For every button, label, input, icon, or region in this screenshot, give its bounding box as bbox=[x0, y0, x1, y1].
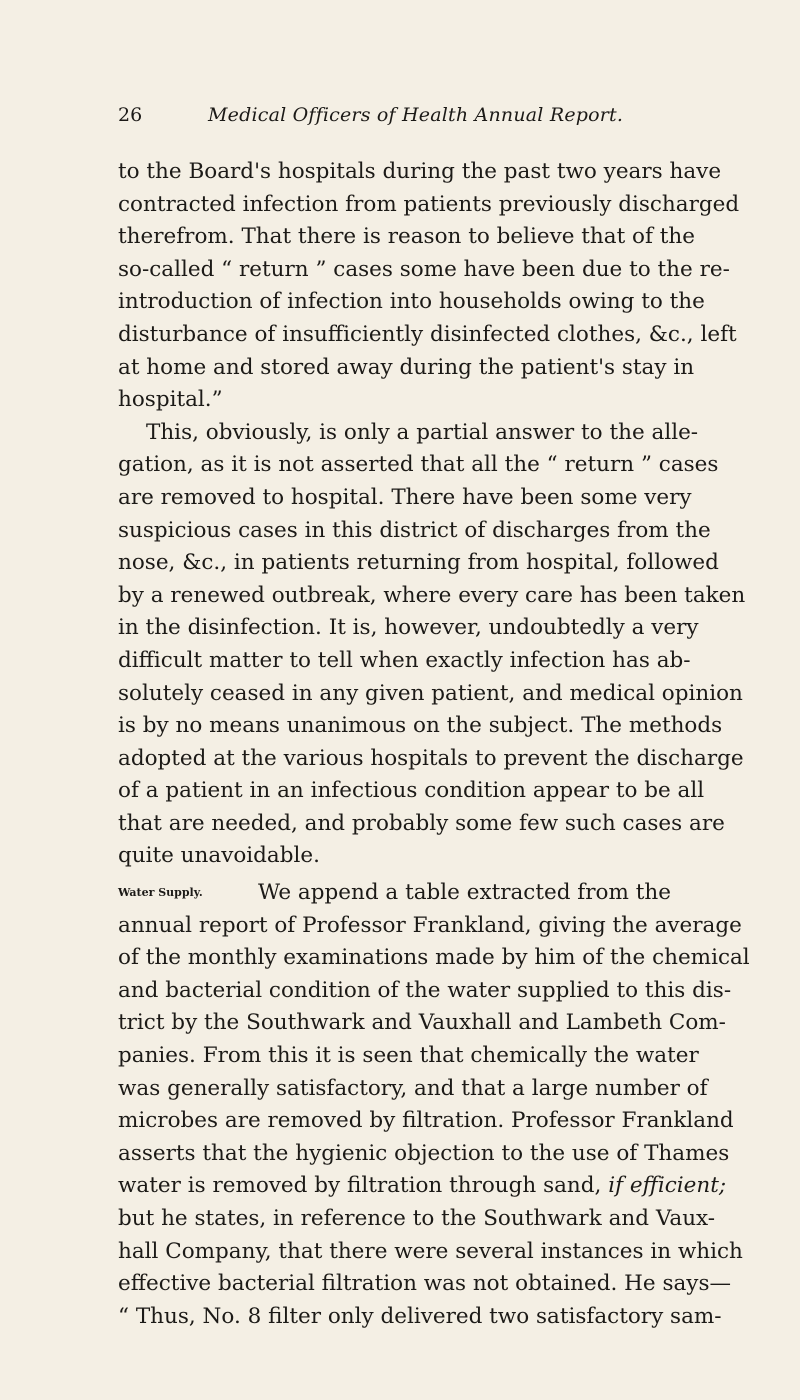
text-line: We append a table extracted from the bbox=[258, 880, 671, 906]
emphasis-text: if efficient; bbox=[608, 1173, 727, 1199]
running-title: Medical Officers of Health Annual Report. bbox=[208, 104, 624, 126]
text-line: is by no means unanimous on the subject. The methods bbox=[118, 713, 723, 739]
text-line: panies. From this it is seen that chemically the water bbox=[118, 1043, 699, 1069]
text-line: microbes are removed by filtration. Professor Frankland bbox=[118, 1108, 734, 1134]
text-line: adopted at the various hospitals to prevent the discharge bbox=[118, 745, 744, 771]
text-line: at home and stored away during the patient's stay in bbox=[118, 354, 695, 380]
text-line: disturbance of insufficiently disinfected clothes, &c., left bbox=[118, 321, 737, 347]
text-line: to the Board's hospitals during the past two years have bbox=[118, 159, 722, 184]
text-line: quite unavoidable. bbox=[118, 843, 320, 869]
text-line: by a renewed outbreak, where every care has been taken bbox=[118, 582, 746, 608]
paragraph-1 bbox=[118, 156, 738, 417]
text-line: asserts that the hygienic objection to the use of Thames bbox=[118, 1140, 730, 1166]
paragraph-3 bbox=[118, 877, 750, 1333]
text-line: but he states, in reference to the Southwark and Vaux- bbox=[118, 1206, 716, 1231]
text-line bbox=[118, 1170, 738, 1203]
text-line: so-called “ return ” cases some have been due to the re- bbox=[118, 256, 730, 282]
text-line: gation, as it is not asserted that all the “ return ” cases bbox=[118, 452, 719, 478]
text-line: was generally satisfactory, and that a large number of bbox=[118, 1075, 708, 1101]
text-segment: water is removed by filtration through sand, bbox=[118, 1173, 602, 1199]
text-line: are removed to hospital. There have been some very bbox=[118, 484, 692, 510]
text-line: hall Company, that there were several instances in which bbox=[118, 1238, 743, 1264]
text-line: introduction of infection into households owing to the bbox=[118, 289, 705, 315]
body-text bbox=[118, 156, 750, 1333]
text-line: contracted infection from patients previously discharged bbox=[118, 191, 740, 217]
text-line: trict by the Southwark and Vauxhall and Lambeth Com- bbox=[118, 1010, 726, 1036]
text-line: and bacterial condition of the water supplied to this dis- bbox=[118, 977, 732, 1003]
text-line: annual report of Professor Frankland, giving the average bbox=[118, 912, 742, 938]
paragraph-2 bbox=[118, 417, 746, 873]
text-line: nose, &c., in patients returning from hospital, followed bbox=[118, 550, 719, 576]
text-line: solutely ceased in any given patient, and medical opinion bbox=[118, 680, 743, 706]
text-line: difficult matter to tell when exactly infection has ab- bbox=[118, 647, 691, 673]
page-header bbox=[118, 104, 678, 134]
text-line: of the monthly examinations made by him of the chemical bbox=[118, 945, 750, 971]
text-line: suspicious cases in this district of discharges from the bbox=[118, 517, 711, 543]
text-line: of a patient in an infectious condition appear to be all bbox=[118, 778, 705, 804]
text-line: This, obviously, is only a partial answer to the alle- bbox=[146, 419, 699, 445]
text-line: therefrom. That there is reason to believe that of the bbox=[118, 224, 696, 250]
text-line: in the disinfection. It is, however, undoubtedly a very bbox=[118, 615, 699, 641]
text-line: effective bacterial filtration was not obtained. He says— bbox=[118, 1271, 731, 1297]
text-line: “ Thus, No. 8 filter only delivered two satisfactory sam- bbox=[118, 1303, 722, 1329]
text-line: hospital.” bbox=[118, 387, 223, 413]
page-number: 26 bbox=[118, 104, 143, 126]
text-line: that are needed, and probably some few such cases are bbox=[118, 810, 725, 836]
margin-note-water-supply: Water Supply. bbox=[118, 886, 203, 900]
